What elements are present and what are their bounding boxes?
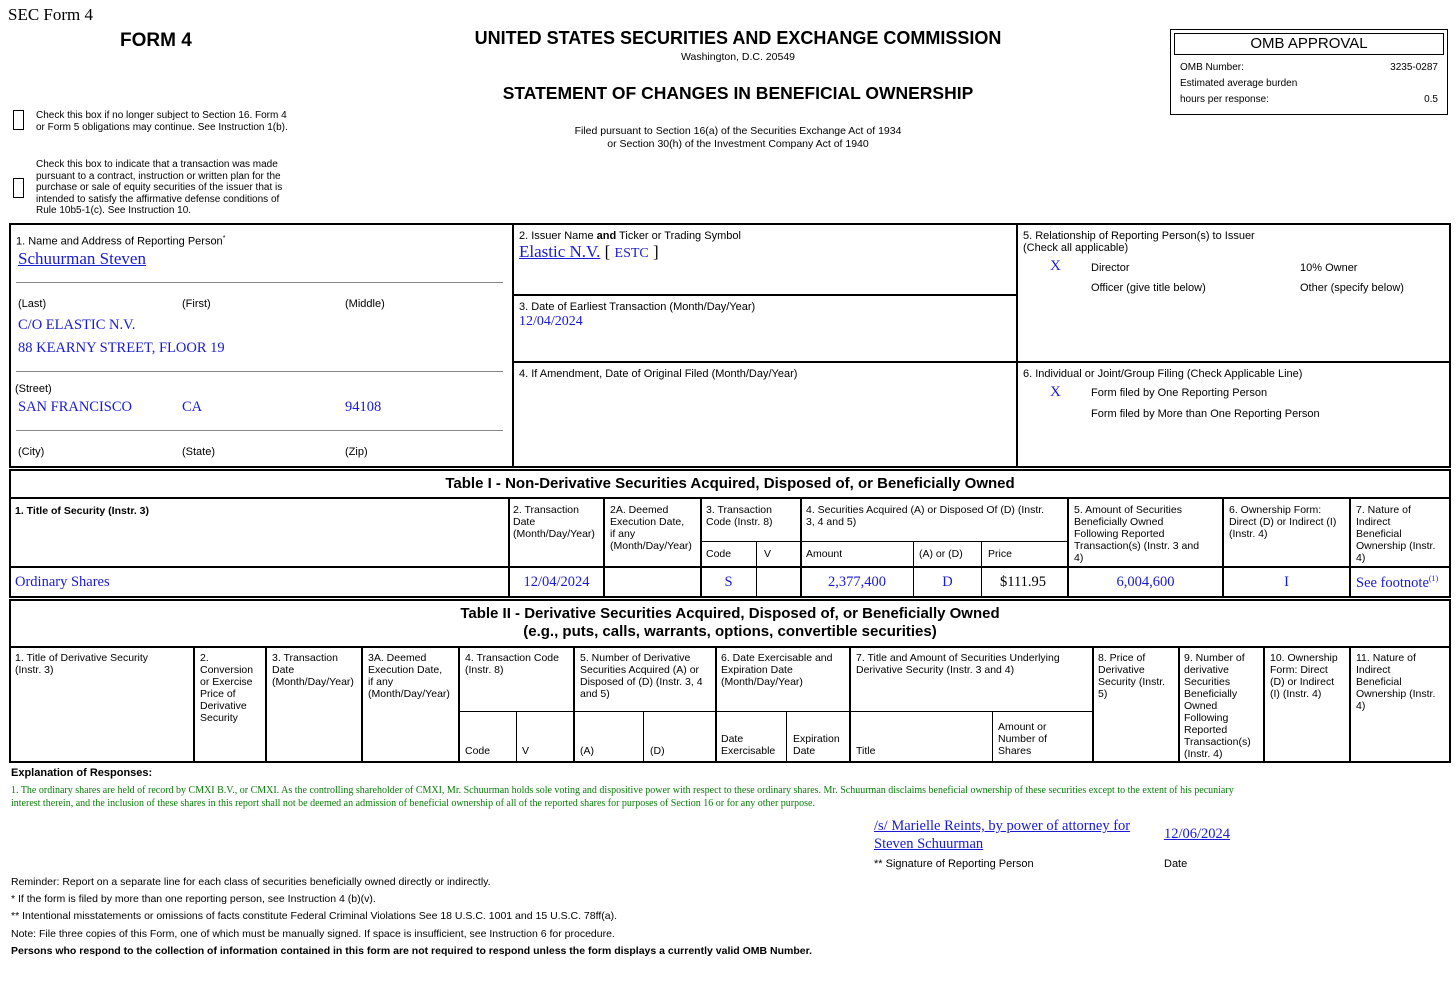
t2-h3a: 3A. Deemed Execution Date, if any (Month/Day/Year): [368, 652, 450, 700]
footnote-1: 1. The ordinary shares are held of record by CMXI B.V., or CMXI. As the controlling shareholder of CMXI, Mr. Schuurman holds sole voting and dispositive power with respect to these ordinary shares. Mr. Schuurman disclaims beneficial ownership of these securities except to the extent of his pecuniary interest therein, and the inclusion of these shares in this report shall not be deemed an admission of beneficial ownership of all of the reported shares for purposes of Section 16 or for any other purpose.: [11, 785, 1234, 809]
commission-title: UNITED STATES SECURITIES AND EXCHANGE COMMISSION: [474, 28, 1002, 48]
date-label: Date: [1164, 858, 1188, 870]
t1-nature: See footnote$^{(1)}$: [1356, 574, 1439, 591]
t1-amount: 2,377,400: [828, 574, 886, 590]
t1-sub-v: V: [764, 548, 772, 560]
footer-note-3: Note: File three copies of this Form, one of which must be manually signed. If space is insufficient, see Instruction 6 for procedure.: [11, 928, 615, 940]
footer-note-2: ** Intentional misstatements or omissions of facts constitute Federal Criminal Violations See 18 U.S.C. 1001 and 15 U.S.C. 78ff(a).: [11, 910, 617, 922]
earliest-transaction-date: 12/04/2024: [519, 314, 583, 329]
t1-h2: 2. Transaction Date (Month/Day/Year): [513, 504, 595, 540]
t1-h6: 6. Ownership Form: Direct (D) or Indirect (I) (Instr. 4): [1229, 504, 1337, 540]
t2-h11: 11. Nature of Indirect Beneficial Ownership (Instr. 4): [1356, 652, 1436, 712]
middle-label: (Middle): [345, 298, 385, 310]
signature-label: ** Signature of Reporting Person: [874, 858, 1034, 870]
ticker-symbol: ESTC: [614, 246, 649, 261]
zip-label: (Zip): [345, 446, 368, 458]
director-mark: X: [1050, 258, 1061, 274]
section16-text: Check this box if no longer subject to Section 16. Form 4 or Form 5 obligations may continue. See Instruction 1(b).: [36, 110, 288, 133]
box4-label: 4. If Amendment, Date of Original Filed (Month/Day/Year): [519, 368, 798, 380]
t1-acquired-disposed: D: [942, 574, 953, 590]
t2-h3: 3. Transaction Date (Month/Day/Year): [272, 652, 354, 688]
issuer-name-link[interactable]: Elastic N.V.: [519, 242, 601, 261]
t1-transaction-date: 12/04/2024: [523, 574, 590, 590]
form-title: FORM 4: [120, 30, 192, 51]
t2-sub-a: (A): [580, 745, 594, 757]
footer-note-1: * If the form is filed by more than one reporting person, see Instruction 4 (b)(v).: [11, 893, 376, 905]
t2-sub-v: V: [522, 745, 530, 757]
box6-label: 6. Individual or Joint/Group Filing (Check Applicable Line): [1023, 368, 1303, 380]
t1-h7: 7. Nature of Indirect Beneficial Ownership (Instr. 4): [1356, 504, 1436, 564]
t1-ownership-form: I: [1284, 574, 1289, 590]
filed-pursuant-2: or Section 30(h) of the Investment Company Act of 1940: [607, 138, 869, 150]
other-label: Other (specify below): [1300, 282, 1404, 294]
omb-number-label: OMB Number:: [1180, 62, 1244, 73]
statement-title: STATEMENT OF CHANGES IN BENEFICIAL OWNERSHIP: [502, 83, 974, 103]
box5-label: 5. Relationship of Reporting Person(s) to Issuer (Check all applicable): [1023, 230, 1255, 254]
omb-burden-label2: hours per response:: [1180, 94, 1269, 105]
sec-form-label: SEC Form 4: [8, 5, 94, 24]
t2-h9: 9. Number of derivative Securities Beneficially Owned Following Reported Transaction(s) (Instr. 4): [1184, 652, 1251, 760]
footer-reminder: Reminder: Report on a separate line for each class of securities beneficially owned directly or indirectly.: [11, 876, 491, 888]
omb-burden: 0.5: [1424, 94, 1438, 105]
explanation-title: Explanation of Responses:: [11, 767, 153, 779]
first-label: (First): [182, 298, 211, 310]
filed-pursuant-1: Filed pursuant to Section 16(a) of the Securities Exchange Act of 1934: [574, 125, 902, 137]
box2-label: 2. Issuer Name and Ticker or Trading Symbol: [519, 230, 741, 242]
t2-h8: 8. Price of Derivative Security (Instr. 5): [1098, 652, 1166, 700]
signature-link[interactable]: /s/ Marielle Reints, by power of attorney for Steven Schuurman: [874, 818, 1131, 852]
state-value: CA: [182, 399, 203, 415]
t1-h1: 1. Title of Security (Instr. 3): [15, 505, 150, 517]
city-value: SAN FRANCISCO: [18, 399, 133, 415]
t2-sub-amount: Amount or Number of Shares: [998, 721, 1048, 757]
table1-title: Table I - Non-Derivative Securities Acquired, Disposed of, or Beneficially Owned: [445, 475, 1015, 492]
t1-h4: 4. Securities Acquired (A) or Disposed Of (D) (Instr. 3, 4 and 5): [806, 504, 1045, 528]
reporting-info-section: [9, 223, 1451, 468]
t1-security-title: Ordinary Shares: [15, 574, 110, 590]
rule10b5-text: Check this box to indicate that a transaction was made pursuant to a contract, instruction or written plan for the purchase or sale of equity securities of the issuer that is intended to satisfy the affirmative defense conditions of Rule 10b5-1(c). See Instruction 10.: [36, 159, 283, 216]
table2-title: Table II - Derivative Securities Acquired, Disposed of, or Beneficially Owned (e.g., puts, calls, warrants, options, convertible securities): [460, 605, 1000, 640]
box1-label: 1. Name and Address of Reporting Person*: [16, 235, 226, 248]
more-persons-label: Form filed by More than One Reporting Person: [1091, 408, 1320, 420]
omb-number: 3235-0287: [1390, 62, 1438, 73]
t2-sub-code: Code: [465, 745, 491, 757]
street-label: (Street): [15, 383, 52, 395]
t1-sub-price: Price: [988, 548, 1012, 560]
t2-h10: 10. Ownership Form: Direct (D) or Indirect (I) (Instr. 4): [1270, 652, 1338, 700]
omb-burden-label1: Estimated average burden: [1180, 78, 1298, 89]
t1-sub-ad: (A) or (D): [919, 548, 963, 560]
address-line2: 88 KEARNY STREET, FLOOR 19: [18, 340, 225, 356]
t1-h5: 5. Amount of Securities Beneficially Owned Following Reported Transaction(s) (Instr. 3 and 4): [1074, 504, 1200, 564]
box3-label: 3. Date of Earliest Transaction (Month/Day/Year): [519, 301, 756, 313]
t2-sub-expiration: Expiration Date: [793, 733, 840, 757]
commission-location: Washington, D.C. 20549: [680, 51, 795, 63]
t2-sub-title: Title: [856, 745, 876, 757]
omb-title: OMB APPROVAL: [1250, 35, 1368, 52]
t1-sub-amount: Amount: [806, 548, 843, 560]
rule10b5-checkbox[interactable]: [13, 178, 24, 198]
officer-label: Officer (give title below): [1091, 282, 1206, 294]
section16-checkbox[interactable]: [13, 110, 24, 130]
signature-date-link[interactable]: 12/06/2024: [1164, 826, 1231, 842]
one-person-mark: X: [1050, 384, 1061, 400]
t1-code: S: [724, 574, 733, 590]
footer-note-4: Persons who respond to the collection of information contained in this form are not required to respond unless the form displays a currently valid OMB Number.: [11, 945, 813, 957]
t2-h1: 1. Title of Derivative Security (Instr. 3): [15, 652, 149, 676]
t2-h5: 5. Number of Derivative Securities Acquired (A) or Disposed of (D) (Instr. 3, 4 and 5): [580, 652, 703, 700]
zip-value: 94108: [345, 399, 382, 415]
t2-h4: 4. Transaction Code (Instr. 8): [465, 652, 559, 676]
t2-h6: 6. Date Exercisable and Expiration Date (Month/Day/Year): [721, 652, 833, 688]
t2-h2: 2. Conversion or Exercise Price of Derivative Security: [200, 652, 254, 724]
last-label: (Last): [18, 298, 47, 310]
city-label: (City): [18, 446, 45, 458]
reporting-person-link[interactable]: Schuurman Steven: [18, 249, 146, 268]
ten-percent-owner-label: 10% Owner: [1300, 262, 1358, 274]
t1-h3: 3. Transaction Code (Instr. 8): [706, 504, 773, 528]
t1-h2a: 2A. Deemed Execution Date, if any (Month/Day/Year): [610, 504, 692, 552]
one-person-label: Form filed by One Reporting Person: [1091, 387, 1268, 399]
state-label: (State): [182, 446, 216, 458]
t1-owned: 6,004,600: [1116, 574, 1175, 590]
t2-sub-d: (D): [650, 745, 665, 757]
issuer-row: Elastic N.V. [ ESTC ]: [519, 242, 659, 261]
t2-h7: 7. Title and Amount of Securities Underlying Derivative Security (Instr. 3 and 4): [856, 652, 1060, 676]
t2-sub-exercisable: Date Exercisable: [721, 733, 776, 757]
director-label: Director: [1091, 262, 1130, 274]
t1-price: $111.95: [1000, 574, 1047, 590]
address-line1: C/O ELASTIC N.V.: [18, 317, 136, 333]
t1-sub-code: Code: [706, 548, 732, 560]
